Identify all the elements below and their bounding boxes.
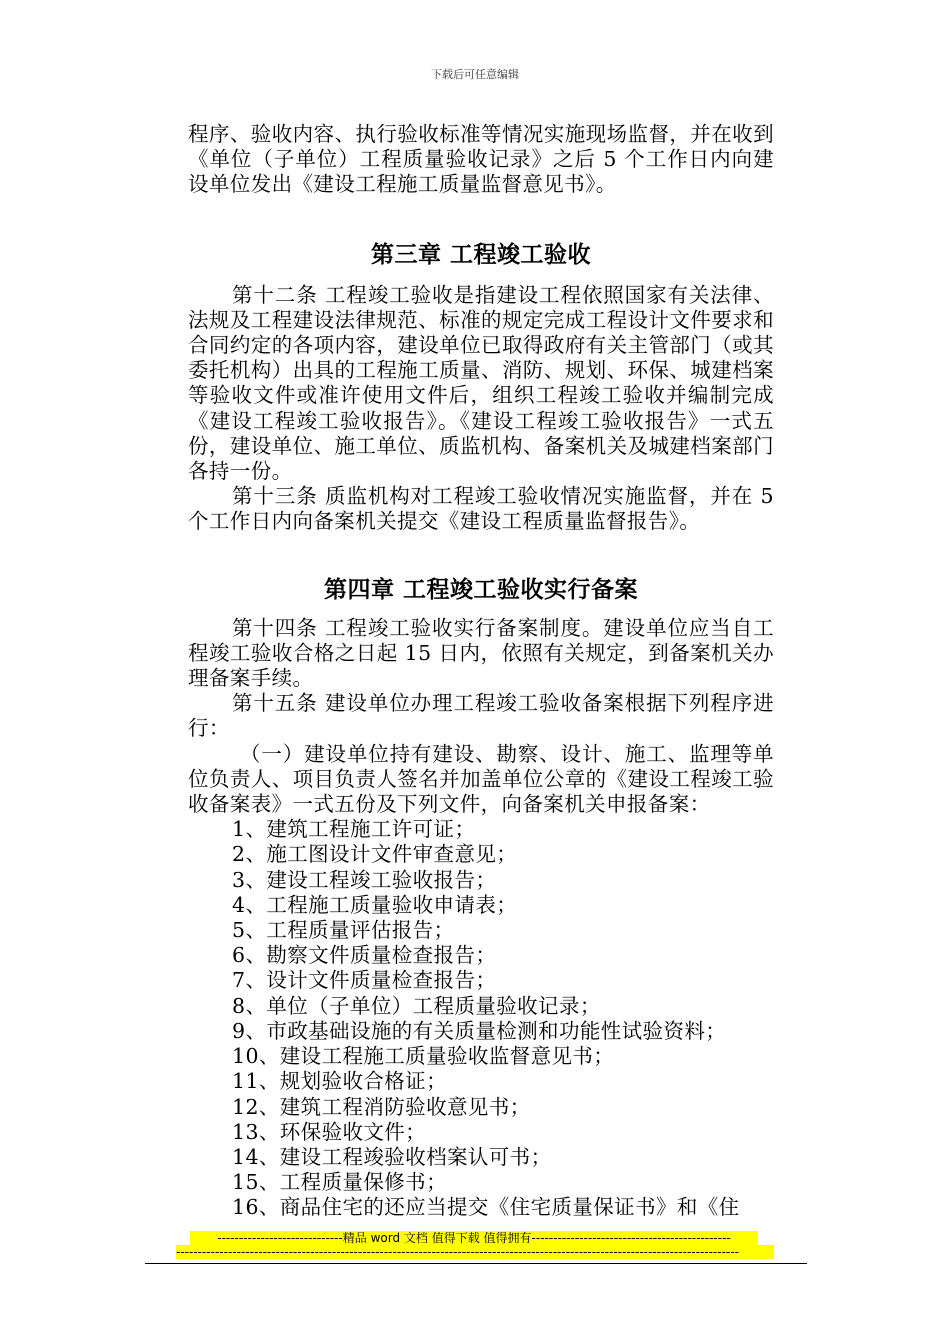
article-14: 第十四条 工程竣工验收实行备案制度。建设单位应当自工程竣工验收合格之日起 15 日内，依照有关规定，到备案机关办理备案手续。	[188, 615, 774, 691]
list-item: 7、设计文件质量检查报告；	[232, 968, 497, 993]
footer-rule	[145, 1263, 807, 1264]
list-item: 16、商品住宅的还应当提交《住宅质量保证书》和《住	[232, 1195, 740, 1220]
chapter-4-title: 第四章 工程竣工验收实行备案	[323, 576, 638, 603]
procedure-item-1: （一）建设单位持有建设、勘察、设计、施工、监理等单位负责人、项目负责人签名并加盖单位公章的《建设工程竣工验收备案表》一式五份及下列文件，向备案机关申报备案：	[188, 741, 774, 817]
list-item: 1、建筑工程施工许可证；	[232, 817, 476, 842]
document-list	[188, 817, 774, 1220]
list-item: 14、建设工程竣验收档案认可书；	[232, 1144, 552, 1169]
list-item: 8、单位（子单位）工程质量验收记录；	[232, 993, 601, 1018]
list-item: 4、工程施工质量验收申请表；	[232, 892, 518, 917]
footer-banner-dashes: ----------------------------------------------------------------------------------------------------------------------------------	[176, 1245, 774, 1259]
article-12: 第十二条 工程竣工验收是指建设工程依照国家有关法律、法规及工程建设法律规范、标准的规定完成工程设计文件要求和合同约定的各项内容，建设单位已取得政府有关主管部门（或其委托机构）出具的工程施工质量、消防、规划、环保、城建档案等验收文件或准许使用文件后，组织工程竣工验收并编制完成《建设工程竣工验收报告》。《建设工程竣工验收报告》一式五份，建设单位、施工单位、质监机构、备案机关及城建档案部门各持一份。	[188, 282, 774, 484]
footer-banner-text: -----------------------------精品 word 文档 值得下载 值得拥有----------------------------------------------	[190, 1231, 758, 1245]
list-item: 9、市政基础设施的有关质量检测和功能性试验资料；	[232, 1018, 727, 1043]
page-header: 下载后可任意编辑	[431, 68, 519, 81]
list-item: 3、建设工程竣工验收报告；	[232, 867, 497, 892]
paragraph-continuation: 程序、验收内容、执行验收标准等情况实施现场监督，并在收到《单位（子单位）工程质量验收记录》之后 5 个工作日内向建设单位发出《建设工程施工质量监督意见书》。	[188, 122, 774, 197]
list-item: 13、环保验收文件；	[232, 1119, 427, 1144]
list-item: 15、工程质量保修书；	[232, 1170, 447, 1195]
chapter-3-title: 第三章 工程竣工验收	[370, 241, 591, 268]
article-15: 第十五条 建设单位办理工程竣工验收备案根据下列程序进行：	[188, 691, 774, 741]
list-item: 11、规划验收合格证；	[232, 1069, 447, 1094]
list-item: 2、施工图设计文件审查意见；	[232, 842, 518, 867]
list-item: 6、勘察文件质量检查报告；	[232, 943, 497, 968]
list-item: 12、建筑工程消防验收意见书；	[232, 1094, 531, 1119]
list-item: 10、建设工程施工质量验收监督意见书；	[232, 1044, 615, 1069]
document-body	[188, 122, 774, 1221]
list-item: 5、工程质量评估报告；	[232, 918, 455, 943]
article-13: 第十三条 质监机构对工程竣工验收情况实施监督，并在 5 个工作日内向备案机关提交《建设工程质量监督报告》。	[188, 484, 774, 534]
